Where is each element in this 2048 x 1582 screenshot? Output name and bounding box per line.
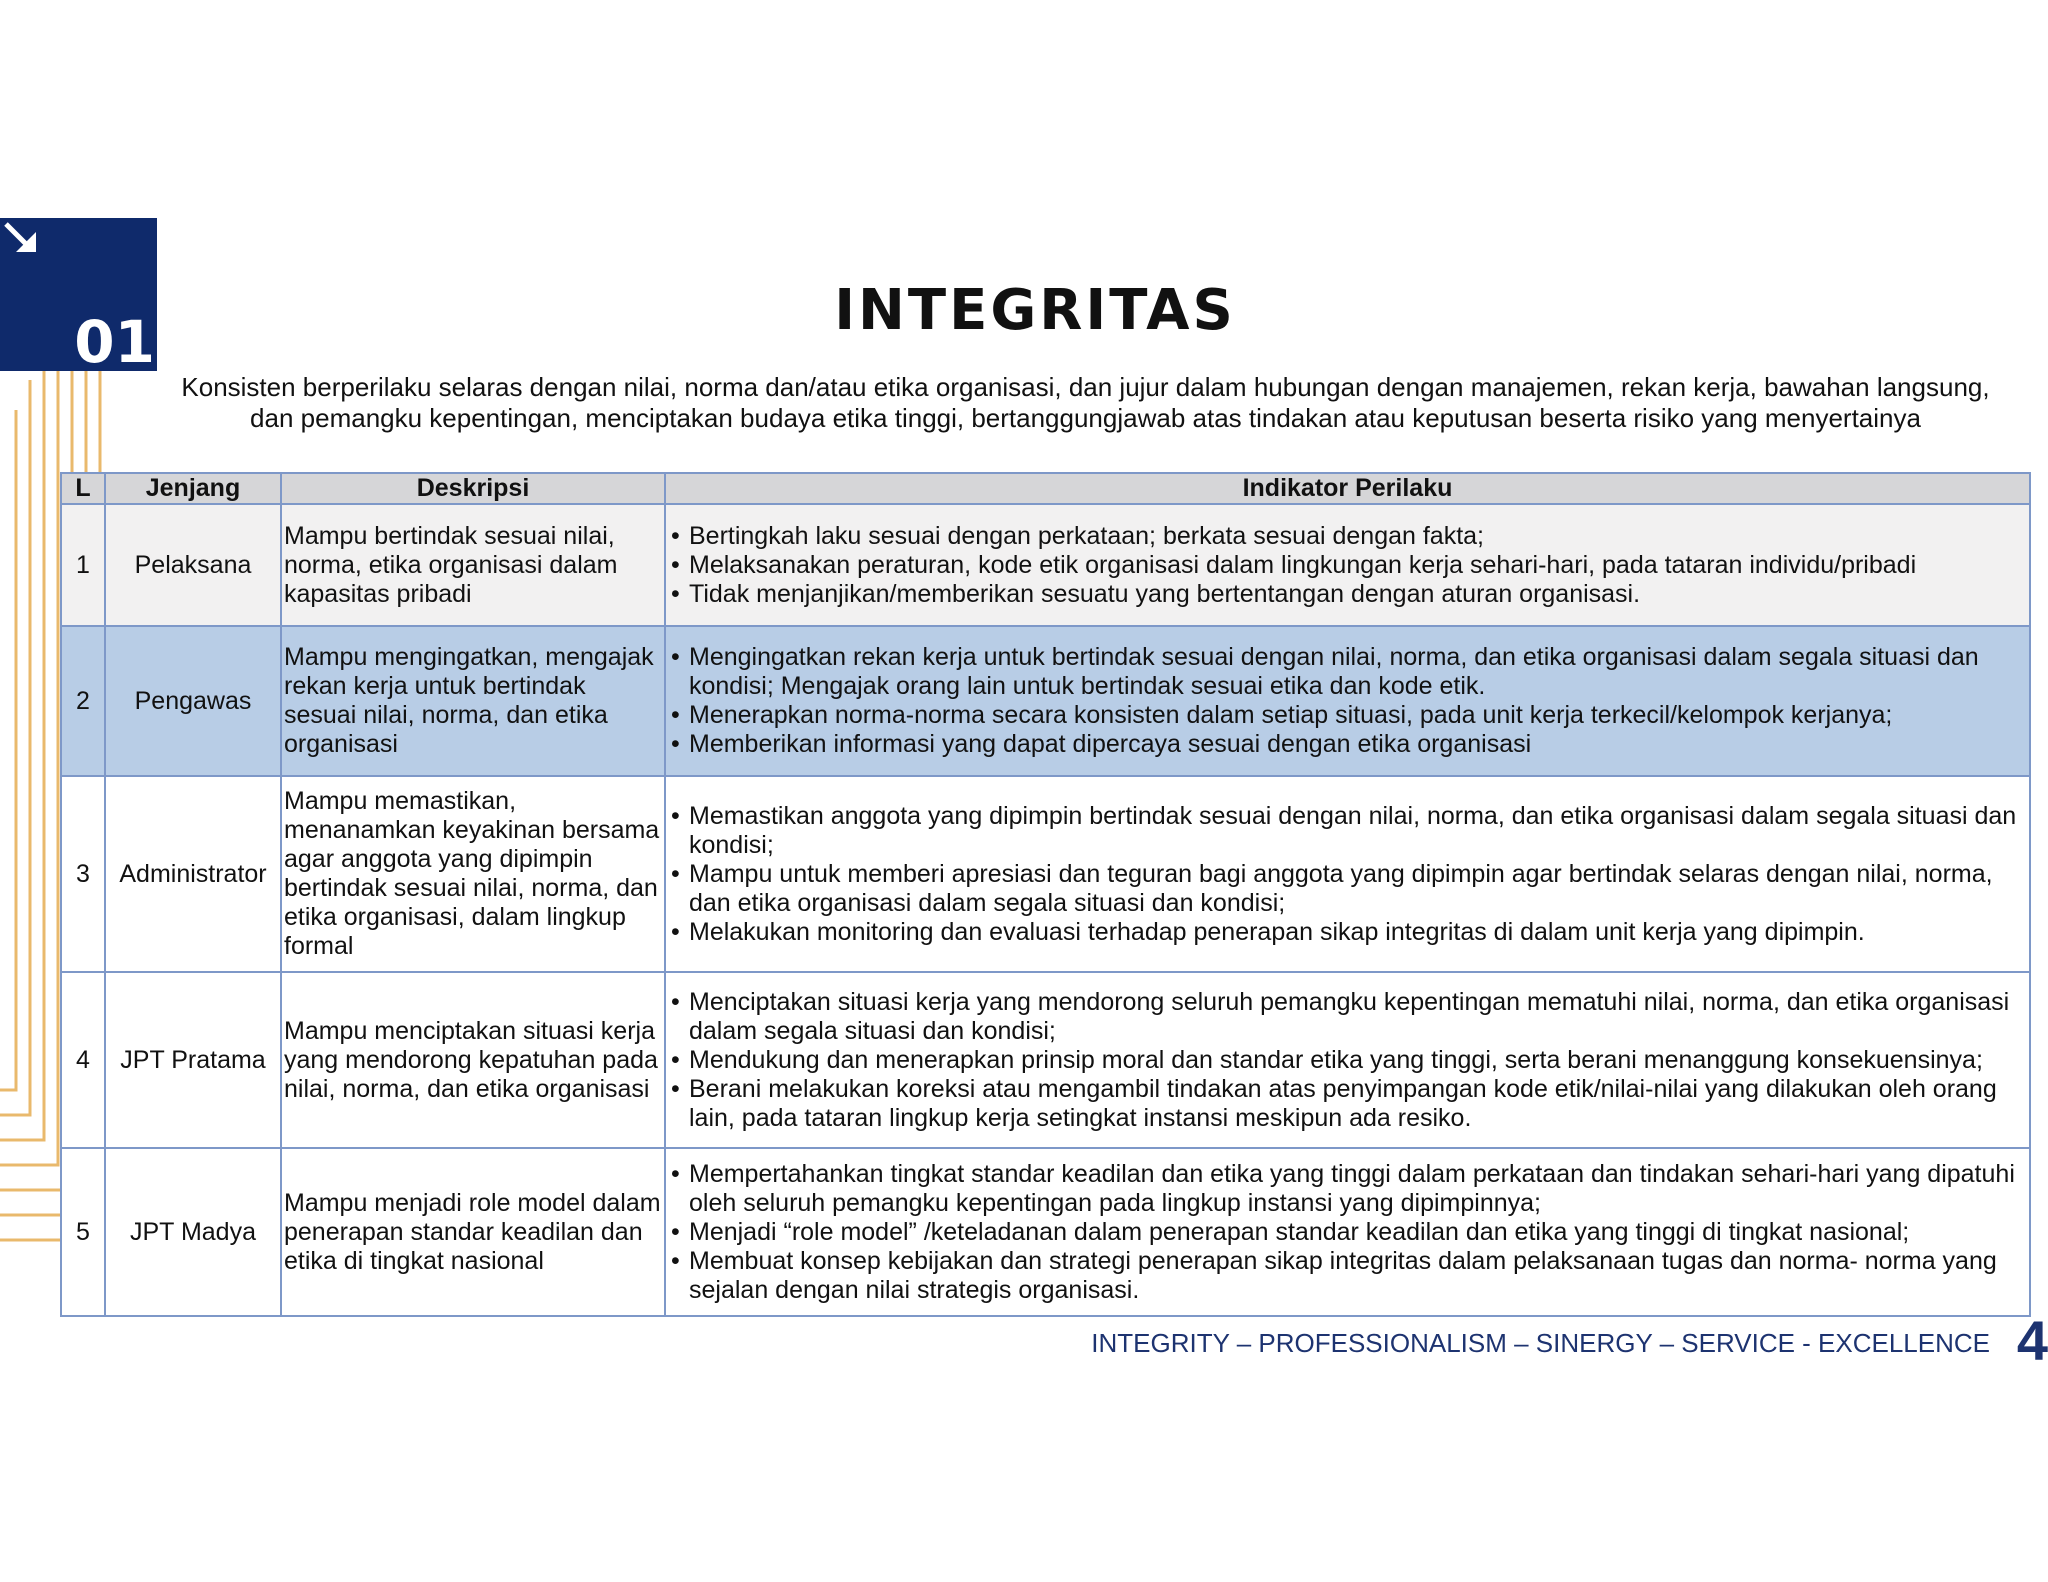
table-row — [61, 626, 2030, 776]
table-row — [61, 504, 2030, 626]
cell-deskripsi: Mampu mengingatkan, mengajak rekan kerja untuk bertindak sesuai nilai, norma, dan etika organisasi — [281, 626, 665, 776]
cell-indikator — [665, 776, 2030, 972]
cell-deskripsi: Mampu bertindak sesuai nilai, norma, etika organisasi dalam kapasitas pribadi — [281, 504, 665, 626]
cell-jenjang: JPT Madya — [105, 1148, 281, 1316]
indicator-item: • Memberikan informasi yang dapat dipercaya sesuai dengan etika organisasi — [669, 730, 2026, 759]
page-title: INTEGRITAS — [834, 278, 1236, 343]
cell-level: 5 — [61, 1148, 105, 1316]
page-subtitle: Konsisten berperilaku selaras dengan nilai, norma dan/atau etika organisasi, dan jujur dalam hubungan dengan manajemen, rekan kerja, bawahan langsung, dan pemangku kepentingan, menciptakan budaya etika tinggi, bertanggungjawab atas tindakan atau keputusan beserta risiko yang menyertainya — [181, 372, 1990, 433]
section-number: 01 — [74, 308, 155, 376]
indicator-item: • Bertingkah laku sesuai dengan perkataan; berkata sesuai dengan fakta; — [669, 522, 2026, 551]
header-indikator: Indikator Perilaku — [665, 473, 2030, 504]
competency-table — [60, 472, 2031, 1317]
indicator-item: • Melakukan monitoring dan evaluasi terhadap penerapan sikap integritas di dalam unit kerja yang dipimpin. — [669, 918, 2026, 947]
cell-level: 3 — [61, 776, 105, 972]
indicator-item: • Tidak menjanjikan/memberikan sesuatu yang bertentangan dengan aturan organisasi. — [669, 580, 2026, 609]
cell-deskripsi: Mampu menciptakan situasi kerja yang mendorong kepatuhan pada nilai, norma, dan etika organisasi — [281, 972, 665, 1148]
cell-jenjang: JPT Pratama — [105, 972, 281, 1148]
cell-jenjang: Administrator — [105, 776, 281, 972]
indicator-item: • Berani melakukan koreksi atau mengambil tindakan atas penyimpangan kode etik/nilai-nilai yang dilakukan oleh orang lain, pada tataran lingkup kerja setingkat instansi meskipun ada resiko. — [669, 1075, 2026, 1133]
indicator-item: • Mampu untuk memberi apresiasi dan teguran bagi anggota yang dipimpin agar bertindak selaras dengan nilai, norma, dan etika organisasi dalam segala situasi dan kondisi; — [669, 860, 2026, 918]
cell-deskripsi: Mampu memastikan, menanamkan keyakinan bersama agar anggota yang dipimpin bertindak sesuai nilai, norma, dan etika organisasi, dalam lingkup formal — [281, 776, 665, 972]
cell-jenjang: Pengawas — [105, 626, 281, 776]
cell-jenjang: Pelaksana — [105, 504, 281, 626]
page-number: 4 — [2016, 1309, 2048, 1372]
cell-indikator — [665, 504, 2030, 626]
cell-deskripsi: Mampu menjadi role model dalam penerapan standar keadilan dan etika di tingkat nasional — [281, 1148, 665, 1316]
cell-indikator — [665, 972, 2030, 1148]
header-deskripsi: Deskripsi — [281, 473, 665, 504]
cell-indikator — [665, 1148, 2030, 1316]
header-level: L — [61, 473, 105, 504]
cell-indikator — [665, 626, 2030, 776]
indicator-item: • Mengingatkan rekan kerja untuk bertindak sesuai dengan nilai, norma, dan etika organisasi dalam segala situasi dan kondisi; Mengajak orang lain untuk bertindak sesuai etika dan kode etik. — [669, 643, 2026, 701]
indicator-item: • Melaksanakan peraturan, kode etik organisasi dalam lingkungan kerja sehari-hari, pada tataran individu/pribadi — [669, 551, 2026, 580]
footer-values: INTEGRITY – PROFESSIONALISM – SINERGY – SERVICE - EXCELLENCE — [1091, 1328, 1990, 1358]
table-header-row — [61, 473, 2030, 504]
cell-level: 1 — [61, 504, 105, 626]
cell-level: 2 — [61, 626, 105, 776]
header-jenjang: Jenjang — [105, 473, 281, 504]
arrow-down-right-icon — [4, 222, 40, 258]
table-row — [61, 972, 2030, 1148]
table-row — [61, 1148, 2030, 1316]
indicator-item: • Menerapkan norma-norma secara konsisten dalam setiap situasi, pada unit kerja terkecil/kelompok kerjanya; — [669, 701, 2026, 730]
indicator-item: • Mempertahankan tingkat standar keadilan dan etika yang tinggi dalam perkataan dan tindakan sehari-hari yang dipatuhi oleh seluruh pemangku kepentingan pada lingkup instansi yang dipimpinnya; — [669, 1160, 2026, 1218]
indicator-item: • Mendukung dan menerapkan prinsip moral dan standar etika yang tinggi, serta berani menanggung konsekuensinya; — [669, 1046, 2026, 1075]
indicator-item: • Menciptakan situasi kerja yang mendorong seluruh pemangku kepentingan mematuhi nilai, norma, dan etika organisasi dalam segala situasi dan kondisi; — [669, 988, 2026, 1046]
indicator-item: • Membuat konsep kebijakan dan strategi penerapan sikap integritas dalam pelaksanaan tugas dan norma- norma yang sejalan dengan nilai strategis organisasi. — [669, 1247, 2026, 1305]
indicator-item: • Memastikan anggota yang dipimpin bertindak sesuai dengan nilai, norma, dan etika organisasi dalam segala situasi dan kondisi; — [669, 802, 2026, 860]
indicator-item: • Menjadi “role model” /keteladanan dalam penerapan standar keadilan dan etika yang tinggi di tingkat nasional; — [669, 1218, 2026, 1247]
cell-level: 4 — [61, 972, 105, 1148]
table-row — [61, 776, 2030, 972]
